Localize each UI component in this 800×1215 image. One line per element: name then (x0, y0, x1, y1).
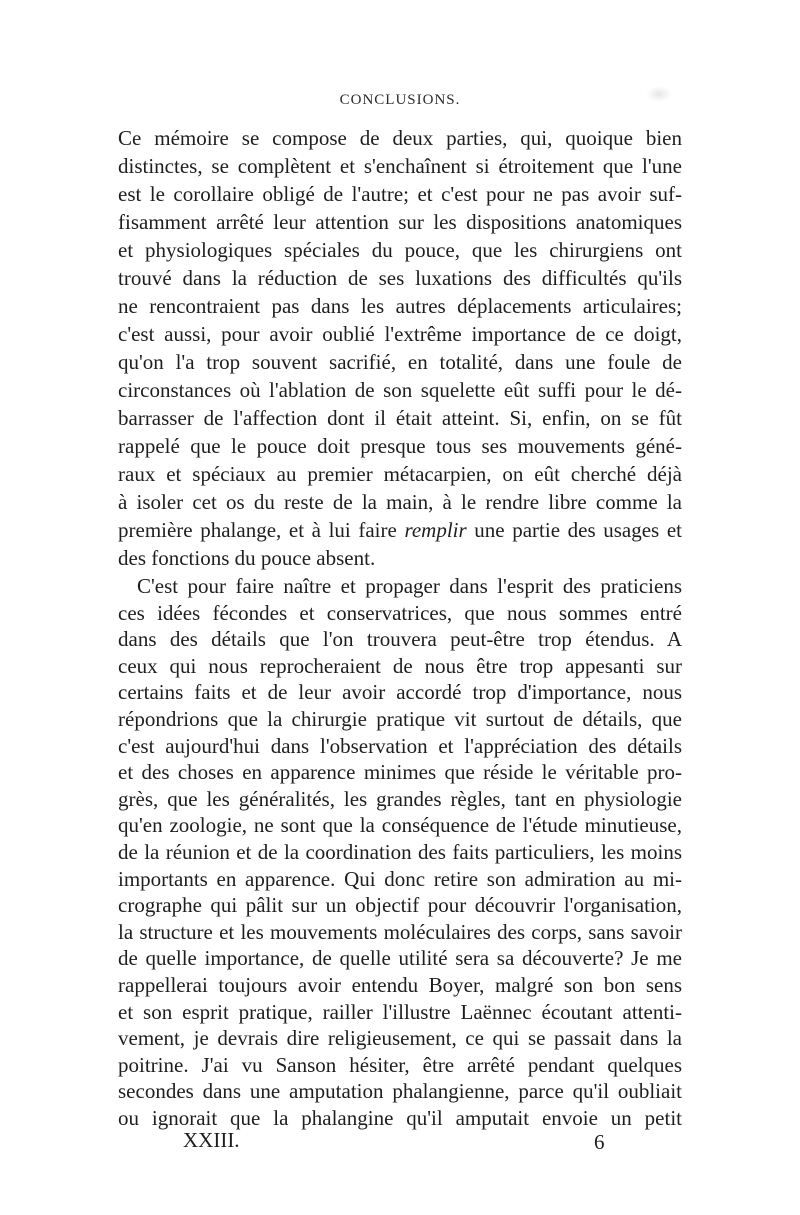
text-line: rappellerai toujours avoir entendu Boyer, malgré son bon sens (118, 973, 682, 997)
text-line: barrasser de l'affection dont il était atteint. Si, enfin, on se fût (118, 406, 682, 430)
text-line: dans des détails que l'on trouvera peut-être trop étendus. A (118, 627, 682, 652)
text-line: ne rencontraient pas dans les autres déplacements articulaires; (118, 294, 682, 318)
text-line: c'est aussi, pour avoir oublié l'extrême importance de ce doigt, (118, 322, 682, 346)
text-line: et physiologiques spéciales du pouce, que les chirurgiens ont (118, 238, 682, 262)
text-line: qu'en zoologie, ne sont que la conséquence de l'étude minutieuse, (118, 813, 682, 838)
text-line: distinctes, se complètent et s'enchaînent si étroitement que l'une (118, 154, 682, 178)
text-line: crographe qui pâlit sur un objectif pour découvrir l'organisation, (118, 893, 682, 918)
text-line: et son esprit pratique, railler l'illustre Laënnec écoutant attenti- (118, 999, 682, 1024)
text-line: C'est pour faire naître et propager dans l'esprit des praticiens (137, 574, 682, 598)
text-line: rappelé que le pouce doit presque tous ses mouvements géné- (118, 434, 682, 458)
text-line: raux et spéciaux au premier métacarpien, on eût cherché déjà (118, 462, 682, 486)
text-line: répondrions que la chirurgie pratique vit surtout de détails, que (118, 707, 682, 731)
text-fragment: première phalange, et à lui faire (118, 518, 405, 542)
text-line: circonstances où l'ablation de son squelette eût suffi pour le dé- (118, 378, 682, 402)
folio-number: 6 (594, 1130, 605, 1154)
signature-mark: XXIII. (183, 1128, 240, 1152)
text-line: fisamment arrêté leur attention sur les dispositions anatomiques (118, 210, 682, 234)
text-line: ceux qui nous reprocheraient de nous être trop appesanti sur (118, 653, 682, 678)
text-line: ces idées fécondes et conservatrices, que nous sommes entré (118, 600, 682, 625)
text-line: trouvé dans la réduction de ses luxations des difficultés qu'ils (118, 266, 682, 290)
text-line: qu'on l'a trop souvent sacrifié, en totalité, dans une foule de (118, 350, 682, 374)
text-line: Ce mémoire se compose de deux parties, qui, quoique bien (118, 126, 682, 150)
text-line: certains faits et de leur avoir accordé trop d'importance, nous (118, 680, 682, 705)
text-line: de la réunion et de la coordination des faits particuliers, les moins (118, 840, 682, 864)
text-line: ou ignorait que la phalangine qu'il amputait envoie un petit (118, 1106, 682, 1130)
text-line: à isoler cet os du reste de la main, à le rendre libre comme la (118, 490, 682, 514)
text-line: des fonctions du pouce absent. (118, 546, 376, 570)
text-line: de quelle importance, de quelle utilité sera sa découverte? Je me (118, 946, 682, 971)
text-line: poitrine. J'ai vu Sanson hésiter, être arrêté pendant quelques (118, 1052, 682, 1077)
text-line: vement, je devrais dire religieusement, ce qui se passait dans la (118, 1026, 682, 1051)
text-line: et des choses en apparence minimes que réside le véritable pro- (118, 760, 682, 785)
text-line-mixed (118, 516, 682, 544)
text-line: grès, que les généralités, les grandes règles, tant en physiologie (118, 786, 682, 811)
text-line: est le corollaire obligé de l'autre; et c'est pour ne pas avoir suf- (118, 182, 682, 206)
text-line: importants en apparence. Qui donc retire son admiration au mi- (118, 866, 682, 891)
text-fragment: une partie des usages et (466, 518, 682, 542)
text-line: la structure et les mouvements moléculaires des corps, sans savoir (118, 919, 682, 944)
text-line: secondes dans une amputation phalangienne, parce qu'il oubliait (118, 1079, 682, 1104)
text-line: c'est aujourd'hui dans l'observation et l'appréciation des détails (118, 733, 682, 758)
running-head: CONCLUSIONS. (339, 92, 461, 108)
italic-word: remplir (404, 518, 467, 542)
